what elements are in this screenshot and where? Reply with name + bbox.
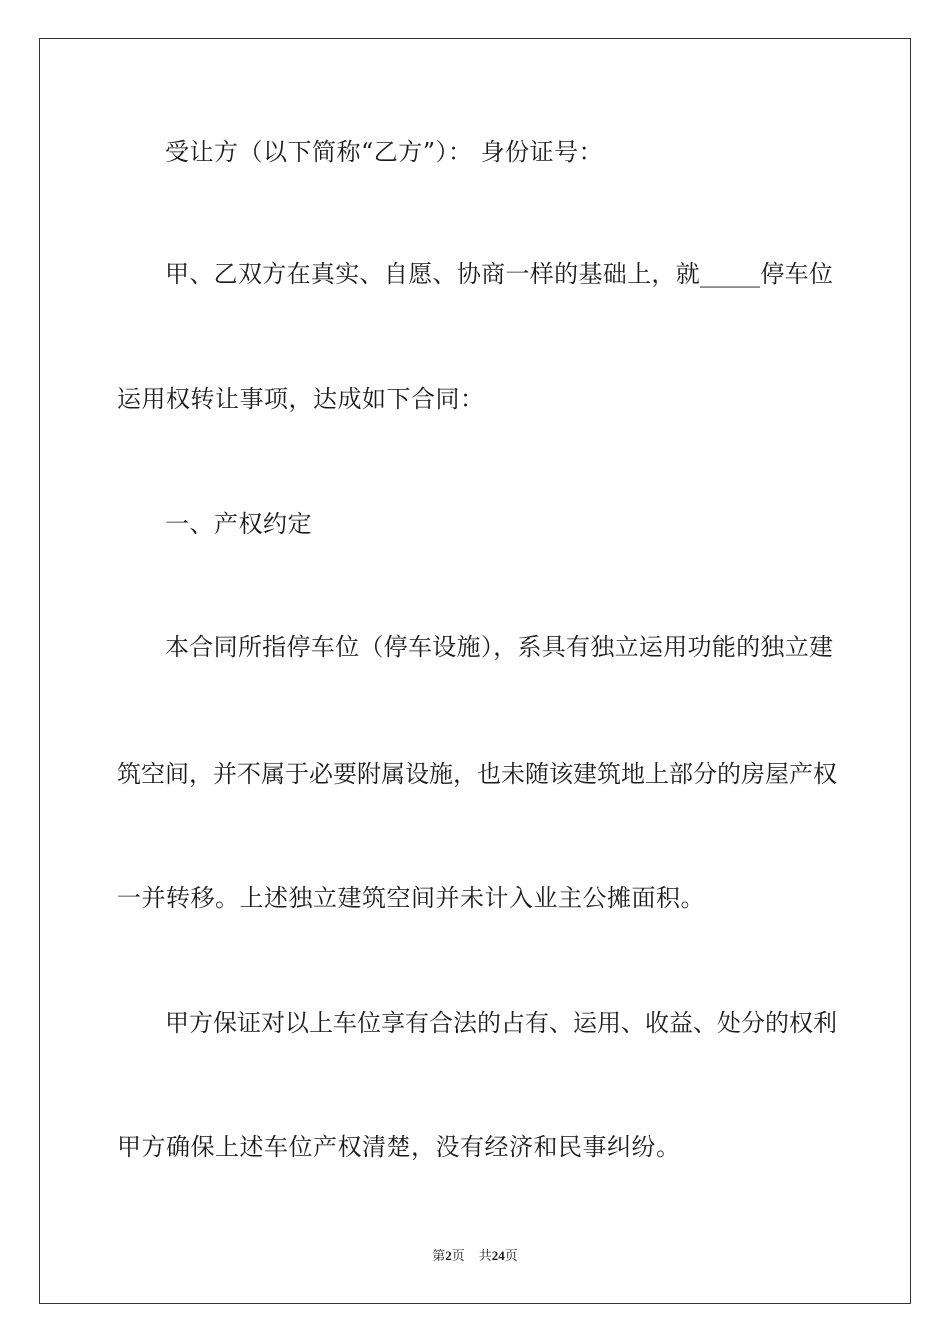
footer-total-suffix: 页 — [504, 1248, 518, 1263]
footer-total-pages: 24 — [491, 1248, 505, 1263]
paragraph-line-party-a-guarantee: 甲方保证对以上车位享有合法的占有、运用、收益、处分的权利 — [165, 1009, 837, 1037]
paragraph-line-agreement-terms: 运用权转让事项，达成如下合同： — [117, 385, 485, 413]
paragraph-line-building-space: 筑空间，并不属于必要附属设施，也未随该建筑地上部分的房屋产权 — [117, 760, 837, 788]
paragraph-line-parking-definition: 本合同所指停车位（停车设施），系具有独立运用功能的独立建 — [165, 633, 833, 661]
page-footer — [0, 1247, 950, 1265]
footer-page-suffix: 页 — [451, 1248, 465, 1263]
paragraph-line-transfer-note: 一并转移。上述独立建筑空间并未计入业主公摊面积。 — [117, 884, 705, 912]
footer-page-number: 2 — [445, 1248, 452, 1263]
page-border — [39, 38, 911, 1304]
footer-total-prefix: 共 — [478, 1248, 492, 1263]
section-heading-property-rights: 一、产权约定 — [165, 510, 312, 538]
paragraph-line-transferee: 受让方（以下简称“乙方”）： 身份证号： — [165, 138, 604, 166]
paragraph-line-property-clear: 甲方确保上述车位产权清楚，没有经济和民事纠纷。 — [117, 1133, 681, 1161]
footer-page-prefix: 第 — [432, 1248, 446, 1263]
paragraph-line-agreement-basis: 甲、乙双方在真实、自愿、协商一样的基础上，就_____停车位 — [165, 260, 833, 288]
